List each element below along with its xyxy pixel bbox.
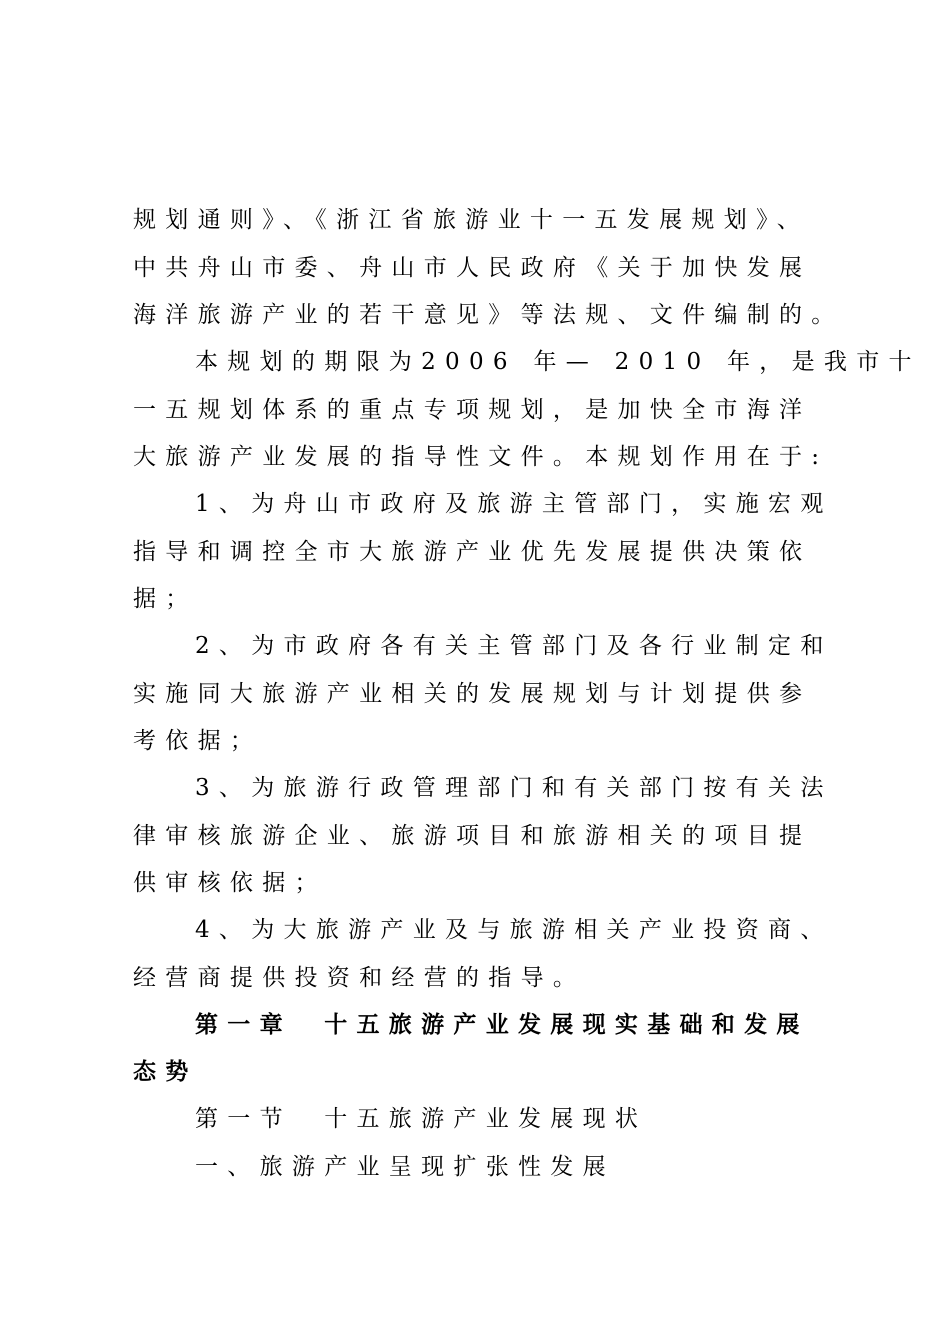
chapter-heading: 第一章 十五旅游产业发展现实基础和发展 — [195, 1012, 809, 1038]
paragraph-line: 一五规划体系的重点专项规划，是加快全市海洋 — [133, 397, 812, 423]
paragraph-line: 实施同大旅游产业相关的发展规划与计划提供参 — [133, 681, 812, 707]
paragraph-line: 中共舟山市委、舟山市人民政府《关于加快发展 — [133, 255, 812, 281]
list-item-4: 4、为大旅游产业及与旅游相关产业投资商、 — [195, 917, 833, 943]
paragraph-line: 供审核依据； — [133, 870, 327, 896]
subsection-heading: 一、旅游产业呈现扩张性发展 — [195, 1154, 615, 1180]
paragraph-line: 规划通则》、《浙江省旅游业十一五发展规划》、 — [133, 207, 810, 233]
paragraph-line: 据； — [133, 586, 198, 612]
list-item-3: 3、为旅游行政管理部门和有关部门按有关法 — [195, 775, 833, 801]
paragraph-line: 律审核旅游企业、旅游项目和旅游相关的项目提 — [133, 823, 812, 849]
paragraph-line: 经营商提供投资和经营的指导。 — [133, 965, 586, 991]
list-item-1: 1、为舟山市政府及旅游主管部门，实施宏观 — [195, 491, 833, 517]
paragraph-line: 大旅游产业发展的指导性文件。本规划作用在于: — [133, 444, 829, 470]
chapter-heading-continuation: 态势 — [133, 1059, 198, 1085]
paragraph-line: 本规划的期限为2006 年— 2010 年，是我市十 — [195, 349, 921, 375]
paragraph-line: 海洋旅游产业的若干意见》等法规、文件编制的。 — [133, 302, 844, 328]
list-item-2: 2、为市政府各有关主管部门及各行业制定和 — [195, 633, 833, 659]
paragraph-line: 指导和调控全市大旅游产业优先发展提供决策依 — [133, 539, 812, 565]
paragraph-line: 考依据； — [133, 728, 263, 754]
section-heading: 第一节 十五旅游产业发展现状 — [195, 1106, 648, 1132]
